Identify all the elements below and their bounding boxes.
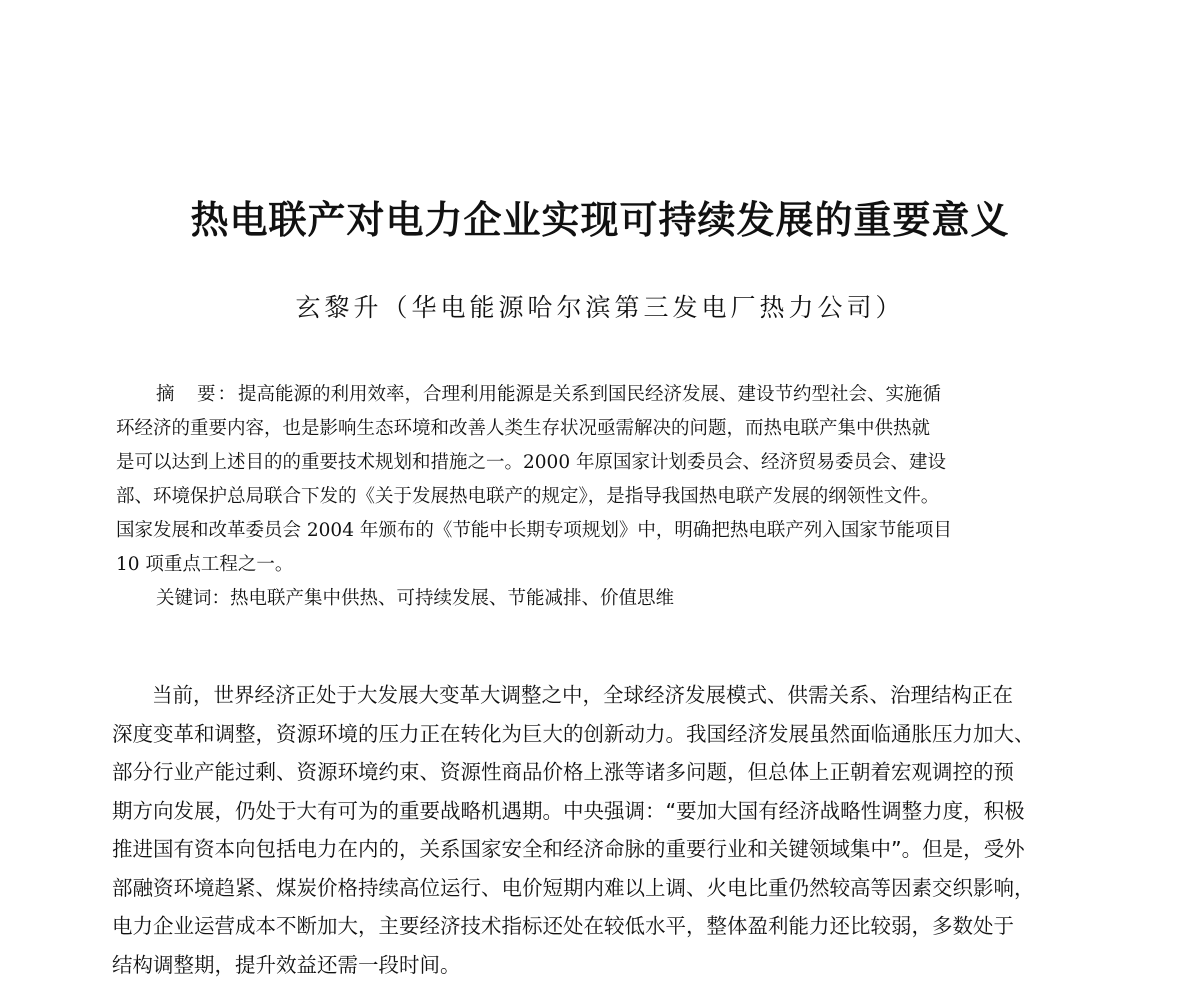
abstract-line: 环经济的重要内容，也是影响生态环境和改善人类生存状况亟需解决的问题，而热电联产集中供热就 — [116, 412, 1091, 446]
body-line: 期方向发展，仍处于大有可为的重要战略机遇期。中央强调：“要加大国有经济战略性调整力度，积极 — [112, 792, 1092, 831]
body-line: 部分行业产能过剩、资源环境约束、资源性商品价格上涨等诸多问题，但总体上正朝着宏观调控的预 — [112, 753, 1092, 792]
keywords-label: 关键词： — [156, 588, 230, 609]
body-line: 结构调整期，提升效益还需一段时间。 — [112, 946, 1092, 984]
author-affiliation: 玄黎升（华电能源哈尔滨第三发电厂热力公司） — [0, 292, 1200, 324]
body-line: 部融资环境趋紧、煤炭价格持续高位运行、电价短期内难以上调、火电比重仍然较高等因素交织影响， — [112, 869, 1092, 908]
abstract-label: 摘 要： — [156, 384, 238, 405]
keywords-text: 热电联产集中供热、可持续发展、节能减排、价值思维 — [230, 588, 674, 609]
body-paragraph — [112, 676, 1092, 984]
body-line: 推进国有资本向包括电力在内的，关系国家安全和经济命脉的重要行业和关键领域集中”。但是，受外 — [112, 830, 1092, 869]
body-line: 深度变革和调整，资源环境的压力正在转化为巨大的创新动力。我国经济发展虽然面临通胀压力加大、 — [112, 715, 1092, 754]
article-title: 热电联产对电力企业实现可持续发展的重要意义 — [0, 196, 1200, 244]
keywords-line — [116, 582, 1091, 616]
abstract-line: 部、环境保护总局联合下发的《关于发展热电联产的规定》，是指导我国热电联产发展的纲领性文件。 — [116, 480, 1091, 514]
abstract-line: 10 项重点工程之一。 — [116, 548, 1091, 582]
abstract-section — [116, 378, 1091, 616]
abstract-line: 摘 要：提高能源的利用效率，合理利用能源是关系到国民经济发展、建设节约型社会、实施循 — [116, 378, 1091, 412]
abstract-line: 国家发展和改革委员会 2004 年颁布的《节能中长期专项规划》中，明确把热电联产列入国家节能项目 — [116, 514, 1091, 548]
abstract-line: 是可以达到上述目的的重要技术规划和措施之一。2000 年原国家计划委员会、经济贸易委员会、建设 — [116, 446, 1091, 480]
body-line: 电力企业运营成本不断加大，主要经济技术指标还处在较低水平，整体盈利能力还比较弱，多数处于 — [112, 907, 1092, 946]
body-line: 当前，世界经济正处于大发展大变革大调整之中，全球经济发展模式、供需关系、治理结构正在 — [112, 676, 1092, 715]
